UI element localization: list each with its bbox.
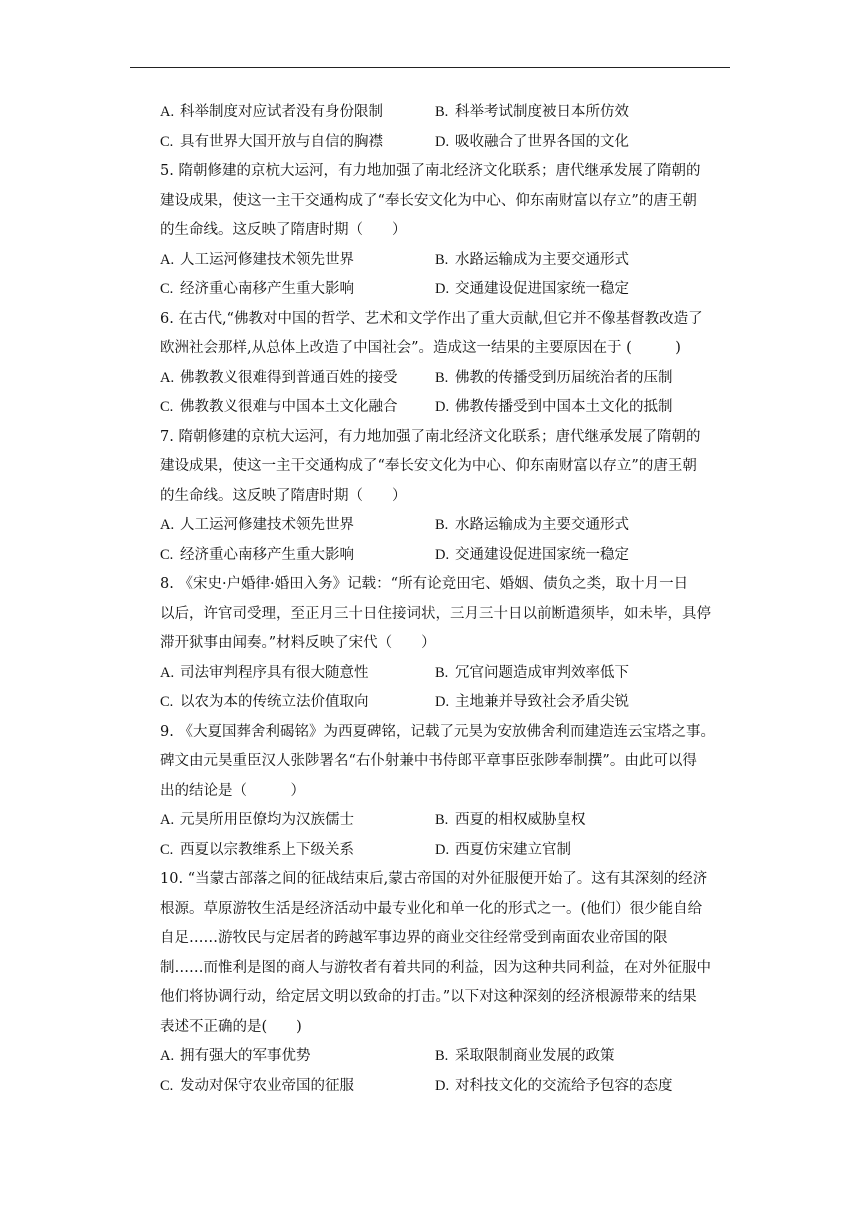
q6-options-row-2 [160,393,735,423]
q5-option-c[interactable]: C. 经济重心南移产生重大影响 [160,281,354,297]
question-10 [160,865,735,1042]
q9-option-d[interactable]: D. 西夏仿宋建立官制 [435,841,571,858]
q10-options-row-2 [160,1072,735,1102]
q5-options-row-2 [160,275,735,305]
q5-option-a[interactable]: A. 人工运河修建技术领先世界 [160,251,354,268]
q9-option-c[interactable]: C. 西夏以宗教维系上下级关系 [160,841,354,858]
q8-option-b[interactable]: B. 冗官问题造成审判效率低下 [435,664,629,681]
question-5-line: 5. 隋朝修建的京杭大运河，有力地加强了南北经济文化联系；唐代继承发展了隋朝的 [160,163,701,179]
q10-option-b[interactable]: B. 采取限制商业发展的政策 [435,1048,615,1064]
question-8 [160,570,735,659]
q8-option-a[interactable]: A. 司法审判程序具有很大随意性 [160,664,369,681]
q8-option-d[interactable]: D. 主地兼并导致社会矛盾尖锐 [435,694,629,710]
q5-option-b[interactable]: B. 水路运输成为主要交通形式 [435,251,629,268]
q6-option-d[interactable]: D. 佛教传播受到中国本土文化的抵制 [435,399,673,415]
question-8-line: 滞开狱事由闻奏。”材料反映了宋代（ ） [160,635,436,651]
q6-option-a[interactable]: A. 佛教教义很难得到普通百姓的接受 [160,369,398,386]
q4-options-row-2 [160,128,735,158]
question-10-line: 根源。草原游牧生活是经济活动中最专业化和单一化的形式之一。(他们）很少能自给 [160,900,703,917]
q7-options-row-2 [160,541,735,571]
question-6-line: 欧洲社会那样,从总体上改造了中国社会”。造成这一结果的主要原因在于 ( ) [160,340,681,356]
exam-content [160,98,735,1101]
q10-option-a[interactable]: A. 拥有强大的军事优势 [160,1048,311,1064]
question-10-line: 制……而惟利是图的商人与游牧者有着共同的利益，因为这种共同利益，在对外征服中 [160,959,711,976]
question-7-line: 7. 隋朝修建的京杭大运河，有力地加强了南北经济文化联系；唐代继承发展了隋朝的 [160,428,701,445]
q8-options-row-2 [160,688,735,718]
q4-option-a[interactable]: A. 科举制度对应试者没有身份限制 [160,104,383,120]
q5-option-d[interactable]: D. 交通建设促进国家统一稳定 [435,281,629,297]
q9-option-a[interactable]: A. 元昊所用臣僚均为汉族儒士 [160,812,354,828]
q4-option-c[interactable]: C. 具有世界大国开放与自信的胸襟 [160,133,383,150]
q9-options-row-1 [160,806,735,836]
question-8-line: 8. 《宋史·户婚律·婚田入务》记载：“所有论竞田宅、婚姻、债负之类，取十月一日 [160,576,689,592]
q5-options-row-1 [160,246,735,276]
question-10-line: 他们将协调行动，给定居文明以致命的打击。”以下对这种深刻的经济根源带来的结果 [160,989,697,1005]
q4-option-b[interactable]: B. 科举考试制度被日本所仿效 [435,104,629,120]
header-rule [130,67,730,68]
q9-option-b[interactable]: B. 西夏的相权威胁皇权 [435,812,586,828]
question-10-line: 10. “当蒙古部落之间的征战结束后,蒙古帝国的对外征服便开始了。这有其深刻的经济 [160,871,708,887]
question-7-line: 建设成果，使这一主干交通构成了“奉长安文化为中心、仰东南财富以存立”的唐王朝 [160,458,697,474]
q10-option-c[interactable]: C. 发动对保守农业帝国的征服 [160,1077,354,1094]
question-6-line: 6. 在古代,“佛教对中国的哲学、艺术和文学作出了重大贡献,但它并不像基督教改造了 [160,310,703,327]
question-9-line: 出的结论是（ ） [160,782,305,799]
q7-option-b[interactable]: B. 水路运输成为主要交通形式 [435,517,629,533]
q9-options-row-2 [160,836,735,866]
q8-options-row-1 [160,659,735,689]
question-10-line: 自足……游牧民与定居者的跨越军事边界的商业交往经常受到南面农业帝国的限 [160,930,668,946]
q7-options-row-1 [160,511,735,541]
q7-option-d[interactable]: D. 交通建设促进国家统一稳定 [435,546,629,563]
q6-option-c[interactable]: C. 佛教教义很难与中国本土文化融合 [160,399,398,415]
q6-option-b[interactable]: B. 佛教的传播受到历届统治者的压制 [435,369,673,386]
question-5-line: 建设成果，使这一主干交通构成了“奉长安文化为中心、仰东南财富以存立”的唐王朝 [160,192,697,209]
q6-options-row-1 [160,364,735,394]
q8-option-c[interactable]: C. 以农为本的传统立法价值取向 [160,694,369,710]
question-7 [160,423,735,512]
question-10-line: 表述不正确的是( ) [160,1018,302,1035]
q10-option-d[interactable]: D. 对科技文化的交流给予包容的态度 [435,1077,673,1094]
q7-option-a[interactable]: A. 人工运河修建技术领先世界 [160,517,354,533]
q4-options-row-1 [160,98,735,128]
question-9-line: 9. 《大夏国葬舍利碣铭》为西夏碑铭，记载了元昊为安放佛舍利而建造连云宝塔之事。 [160,723,715,740]
q4-option-d[interactable]: D. 吸收融合了世界各国的文化 [435,133,629,150]
question-9 [160,718,735,807]
question-7-line: 的生命线。这反映了隋唐时期（ ） [160,487,407,504]
q7-option-c[interactable]: C. 经济重心南移产生重大影响 [160,546,354,563]
question-5-line: 的生命线。这反映了隋唐时期（ ） [160,222,407,238]
question-8-line: 以后，许官司受理，至正月三十日住接词状，三月三十日以前断遣须毕，如未毕，具停 [160,605,711,622]
q10-options-row-1 [160,1042,735,1072]
question-5 [160,157,735,246]
question-9-line: 碑文由元昊重臣汉人张陟署名“右仆射兼中书侍郎平章事臣张陟奉制撰”。由此可以得 [160,753,697,769]
question-6 [160,305,735,364]
